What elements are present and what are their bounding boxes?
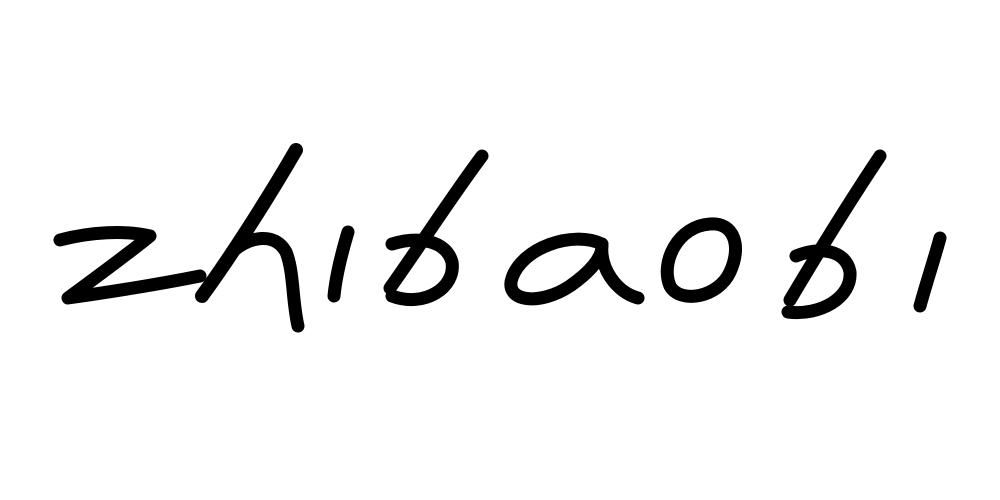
letter-z bbox=[60, 233, 200, 298]
letter-h-arch bbox=[232, 238, 298, 326]
letter-i2-stem bbox=[920, 238, 940, 306]
letter-b-stem bbox=[390, 156, 482, 288]
letter-b2-stem bbox=[790, 156, 880, 300]
letter-i-stem bbox=[334, 232, 348, 296]
logo-ink-strokes bbox=[60, 150, 940, 326]
letter-o bbox=[667, 224, 735, 296]
letter-h-stem bbox=[202, 150, 296, 296]
letter-a bbox=[511, 239, 638, 299]
